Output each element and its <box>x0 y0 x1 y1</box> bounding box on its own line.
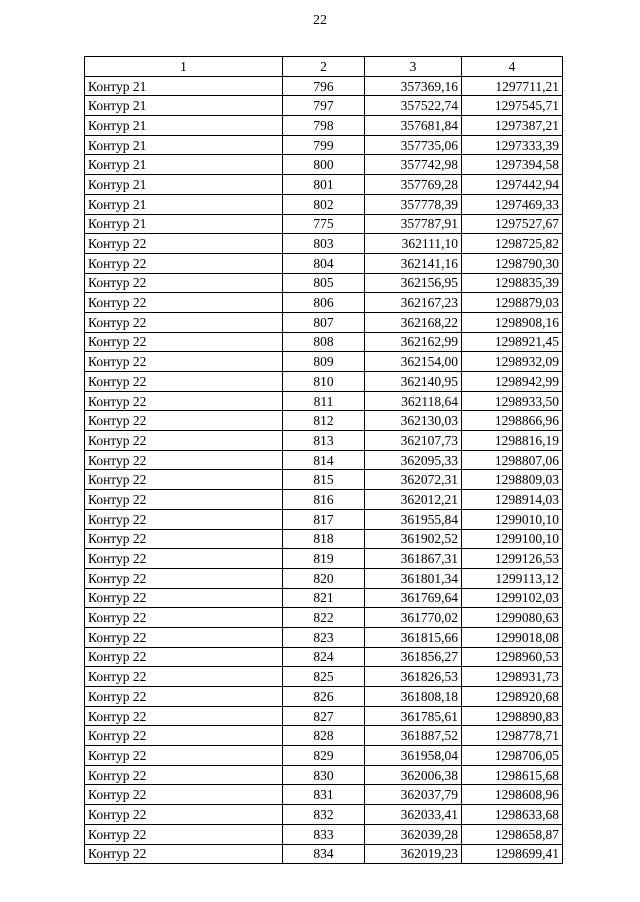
contour-name-cell: Контур 22 <box>85 647 283 667</box>
point-number-cell: 810 <box>283 372 365 392</box>
contour-name-cell: Контур 22 <box>85 588 283 608</box>
coordinates-table <box>84 56 563 864</box>
point-number-cell: 827 <box>283 706 365 726</box>
point-number-cell: 812 <box>283 411 365 431</box>
x-coordinate-cell: 362118,64 <box>365 391 462 411</box>
contour-name-cell: Контур 22 <box>85 627 283 647</box>
y-coordinate-cell: 1297469,33 <box>462 194 563 214</box>
y-coordinate-cell: 1298879,03 <box>462 293 563 313</box>
point-number-cell: 808 <box>283 332 365 352</box>
table-row <box>85 726 563 746</box>
x-coordinate-cell: 361808,18 <box>365 687 462 707</box>
x-coordinate-cell: 361785,61 <box>365 706 462 726</box>
table-row <box>85 372 563 392</box>
x-coordinate-cell: 362162,99 <box>365 332 462 352</box>
x-coordinate-cell: 362167,23 <box>365 293 462 313</box>
y-coordinate-cell: 1297527,67 <box>462 214 563 234</box>
table-row <box>85 175 563 195</box>
point-number-cell: 804 <box>283 253 365 273</box>
header-cell: 1 <box>85 57 283 77</box>
point-number-cell: 807 <box>283 312 365 332</box>
table-row <box>85 667 563 687</box>
contour-name-cell: Контур 22 <box>85 785 283 805</box>
point-number-cell: 819 <box>283 549 365 569</box>
point-number-cell: 830 <box>283 765 365 785</box>
table-row <box>85 647 563 667</box>
table-row <box>85 765 563 785</box>
table-row <box>85 588 563 608</box>
contour-name-cell: Контур 22 <box>85 765 283 785</box>
table-row <box>85 785 563 805</box>
y-coordinate-cell: 1298608,96 <box>462 785 563 805</box>
table-row <box>85 253 563 273</box>
point-number-cell: 775 <box>283 214 365 234</box>
x-coordinate-cell: 357769,28 <box>365 175 462 195</box>
x-coordinate-cell: 361769,64 <box>365 588 462 608</box>
contour-name-cell: Контур 22 <box>85 352 283 372</box>
y-coordinate-cell: 1297387,21 <box>462 116 563 136</box>
table-row <box>85 627 563 647</box>
y-coordinate-cell: 1298706,05 <box>462 746 563 766</box>
x-coordinate-cell: 357778,39 <box>365 194 462 214</box>
table-row <box>85 155 563 175</box>
y-coordinate-cell: 1298809,03 <box>462 470 563 490</box>
table-row <box>85 470 563 490</box>
table-row <box>85 312 563 332</box>
x-coordinate-cell: 362130,03 <box>365 411 462 431</box>
contour-name-cell: Контур 21 <box>85 155 283 175</box>
contour-name-cell: Контур 22 <box>85 490 283 510</box>
point-number-cell: 803 <box>283 234 365 254</box>
header-cell: 2 <box>283 57 365 77</box>
x-coordinate-cell: 362107,73 <box>365 431 462 451</box>
point-number-cell: 796 <box>283 76 365 96</box>
contour-name-cell: Контур 22 <box>85 253 283 273</box>
point-number-cell: 824 <box>283 647 365 667</box>
point-number-cell: 813 <box>283 431 365 451</box>
header-cell: 3 <box>365 57 462 77</box>
point-number-cell: 806 <box>283 293 365 313</box>
table-row <box>85 352 563 372</box>
table-row <box>85 549 563 569</box>
contour-name-cell: Контур 22 <box>85 706 283 726</box>
contour-name-cell: Контур 22 <box>85 726 283 746</box>
table-row <box>85 706 563 726</box>
x-coordinate-cell: 362140,95 <box>365 372 462 392</box>
contour-name-cell: Контур 22 <box>85 687 283 707</box>
contour-name-cell: Контур 21 <box>85 96 283 116</box>
contour-name-cell: Контур 22 <box>85 431 283 451</box>
point-number-cell: 798 <box>283 116 365 136</box>
y-coordinate-cell: 1299018,08 <box>462 627 563 647</box>
x-coordinate-cell: 362095,33 <box>365 450 462 470</box>
point-number-cell: 832 <box>283 805 365 825</box>
x-coordinate-cell: 357522,74 <box>365 96 462 116</box>
point-number-cell: 823 <box>283 627 365 647</box>
contour-name-cell: Контур 22 <box>85 608 283 628</box>
point-number-cell: 828 <box>283 726 365 746</box>
y-coordinate-cell: 1298942,99 <box>462 372 563 392</box>
x-coordinate-cell: 362037,79 <box>365 785 462 805</box>
x-coordinate-cell: 357681,84 <box>365 116 462 136</box>
table-row <box>85 273 563 293</box>
x-coordinate-cell: 361867,31 <box>365 549 462 569</box>
y-coordinate-cell: 1298933,50 <box>462 391 563 411</box>
x-coordinate-cell: 361902,52 <box>365 529 462 549</box>
contour-name-cell: Контур 22 <box>85 234 283 254</box>
x-coordinate-cell: 362033,41 <box>365 805 462 825</box>
point-number-cell: 821 <box>283 588 365 608</box>
x-coordinate-cell: 357735,06 <box>365 135 462 155</box>
table-row <box>85 194 563 214</box>
x-coordinate-cell: 362006,38 <box>365 765 462 785</box>
y-coordinate-cell: 1298890,83 <box>462 706 563 726</box>
y-coordinate-cell: 1298921,45 <box>462 332 563 352</box>
table-row <box>85 844 563 864</box>
x-coordinate-cell: 361887,52 <box>365 726 462 746</box>
point-number-cell: 816 <box>283 490 365 510</box>
x-coordinate-cell: 362019,23 <box>365 844 462 864</box>
y-coordinate-cell: 1298914,03 <box>462 490 563 510</box>
x-coordinate-cell: 362156,95 <box>365 273 462 293</box>
x-coordinate-cell: 362012,21 <box>365 490 462 510</box>
contour-name-cell: Контур 22 <box>85 824 283 844</box>
point-number-cell: 834 <box>283 844 365 864</box>
table-header-row <box>85 57 563 77</box>
x-coordinate-cell: 361815,66 <box>365 627 462 647</box>
point-number-cell: 801 <box>283 175 365 195</box>
table-row <box>85 490 563 510</box>
x-coordinate-cell: 361826,53 <box>365 667 462 687</box>
y-coordinate-cell: 1298790,30 <box>462 253 563 273</box>
point-number-cell: 817 <box>283 509 365 529</box>
x-coordinate-cell: 362154,00 <box>365 352 462 372</box>
contour-name-cell: Контур 22 <box>85 509 283 529</box>
table-row <box>85 824 563 844</box>
y-coordinate-cell: 1298615,68 <box>462 765 563 785</box>
y-coordinate-cell: 1297333,39 <box>462 135 563 155</box>
point-number-cell: 825 <box>283 667 365 687</box>
table-row <box>85 332 563 352</box>
table-row <box>85 391 563 411</box>
contour-name-cell: Контур 22 <box>85 293 283 313</box>
y-coordinate-cell: 1298866,96 <box>462 411 563 431</box>
contour-name-cell: Контур 22 <box>85 312 283 332</box>
y-coordinate-cell: 1299126,53 <box>462 549 563 569</box>
table-row <box>85 568 563 588</box>
y-coordinate-cell: 1298725,82 <box>462 234 563 254</box>
page-number: 22 <box>313 13 327 28</box>
point-number-cell: 799 <box>283 135 365 155</box>
point-number-cell: 822 <box>283 608 365 628</box>
y-coordinate-cell: 1299080,63 <box>462 608 563 628</box>
table-row <box>85 608 563 628</box>
contour-name-cell: Контур 21 <box>85 194 283 214</box>
table-row <box>85 746 563 766</box>
point-number-cell: 833 <box>283 824 365 844</box>
y-coordinate-cell: 1298658,87 <box>462 824 563 844</box>
point-number-cell: 831 <box>283 785 365 805</box>
contour-name-cell: Контур 22 <box>85 844 283 864</box>
point-number-cell: 829 <box>283 746 365 766</box>
point-number-cell: 811 <box>283 391 365 411</box>
table-row <box>85 234 563 254</box>
table-row <box>85 76 563 96</box>
point-number-cell: 802 <box>283 194 365 214</box>
contour-name-cell: Контур 21 <box>85 76 283 96</box>
x-coordinate-cell: 361955,84 <box>365 509 462 529</box>
y-coordinate-cell: 1298908,16 <box>462 312 563 332</box>
point-number-cell: 814 <box>283 450 365 470</box>
y-coordinate-cell: 1298835,39 <box>462 273 563 293</box>
x-coordinate-cell: 357787,91 <box>365 214 462 234</box>
contour-name-cell: Контур 21 <box>85 214 283 234</box>
x-coordinate-cell: 361801,34 <box>365 568 462 588</box>
y-coordinate-cell: 1298807,06 <box>462 450 563 470</box>
y-coordinate-cell: 1298699,41 <box>462 844 563 864</box>
point-number-cell: 797 <box>283 96 365 116</box>
x-coordinate-cell: 361958,04 <box>365 746 462 766</box>
y-coordinate-cell: 1299113,12 <box>462 568 563 588</box>
table-row <box>85 214 563 234</box>
contour-name-cell: Контур 22 <box>85 746 283 766</box>
contour-name-cell: Контур 21 <box>85 116 283 136</box>
y-coordinate-cell: 1299102,03 <box>462 588 563 608</box>
y-coordinate-cell: 1298920,68 <box>462 687 563 707</box>
contour-name-cell: Контур 22 <box>85 273 283 293</box>
y-coordinate-cell: 1298932,09 <box>462 352 563 372</box>
y-coordinate-cell: 1297711,21 <box>462 76 563 96</box>
y-coordinate-cell: 1298633,68 <box>462 805 563 825</box>
point-number-cell: 800 <box>283 155 365 175</box>
table-row <box>85 687 563 707</box>
table-row <box>85 529 563 549</box>
table-row <box>85 411 563 431</box>
y-coordinate-cell: 1298778,71 <box>462 726 563 746</box>
y-coordinate-cell: 1297545,71 <box>462 96 563 116</box>
contour-name-cell: Контур 22 <box>85 529 283 549</box>
contour-name-cell: Контур 22 <box>85 568 283 588</box>
point-number-cell: 820 <box>283 568 365 588</box>
y-coordinate-cell: 1298816,19 <box>462 431 563 451</box>
table-row <box>85 509 563 529</box>
contour-name-cell: Контур 22 <box>85 411 283 431</box>
table-row <box>85 431 563 451</box>
contour-name-cell: Контур 22 <box>85 372 283 392</box>
table-row <box>85 293 563 313</box>
y-coordinate-cell: 1297394,58 <box>462 155 563 175</box>
x-coordinate-cell: 362111,10 <box>365 234 462 254</box>
x-coordinate-cell: 357742,98 <box>365 155 462 175</box>
contour-name-cell: Контур 22 <box>85 450 283 470</box>
table-row <box>85 116 563 136</box>
y-coordinate-cell: 1298960,53 <box>462 647 563 667</box>
x-coordinate-cell: 361770,02 <box>365 608 462 628</box>
point-number-cell: 818 <box>283 529 365 549</box>
y-coordinate-cell: 1299100,10 <box>462 529 563 549</box>
table-row <box>85 96 563 116</box>
contour-name-cell: Контур 22 <box>85 391 283 411</box>
y-coordinate-cell: 1299010,10 <box>462 509 563 529</box>
point-number-cell: 815 <box>283 470 365 490</box>
point-number-cell: 809 <box>283 352 365 372</box>
table-row <box>85 450 563 470</box>
x-coordinate-cell: 362039,28 <box>365 824 462 844</box>
table-row <box>85 135 563 155</box>
table-row <box>85 805 563 825</box>
point-number-cell: 805 <box>283 273 365 293</box>
contour-name-cell: Контур 21 <box>85 175 283 195</box>
y-coordinate-cell: 1298931,73 <box>462 667 563 687</box>
contour-name-cell: Контур 22 <box>85 332 283 352</box>
x-coordinate-cell: 362141,16 <box>365 253 462 273</box>
x-coordinate-cell: 357369,16 <box>365 76 462 96</box>
x-coordinate-cell: 362072,31 <box>365 470 462 490</box>
contour-name-cell: Контур 22 <box>85 667 283 687</box>
x-coordinate-cell: 361856,27 <box>365 647 462 667</box>
y-coordinate-cell: 1297442,94 <box>462 175 563 195</box>
contour-name-cell: Контур 22 <box>85 549 283 569</box>
x-coordinate-cell: 362168,22 <box>365 312 462 332</box>
point-number-cell: 826 <box>283 687 365 707</box>
contour-name-cell: Контур 22 <box>85 470 283 490</box>
contour-name-cell: Контур 21 <box>85 135 283 155</box>
contour-name-cell: Контур 22 <box>85 805 283 825</box>
header-cell: 4 <box>462 57 563 77</box>
